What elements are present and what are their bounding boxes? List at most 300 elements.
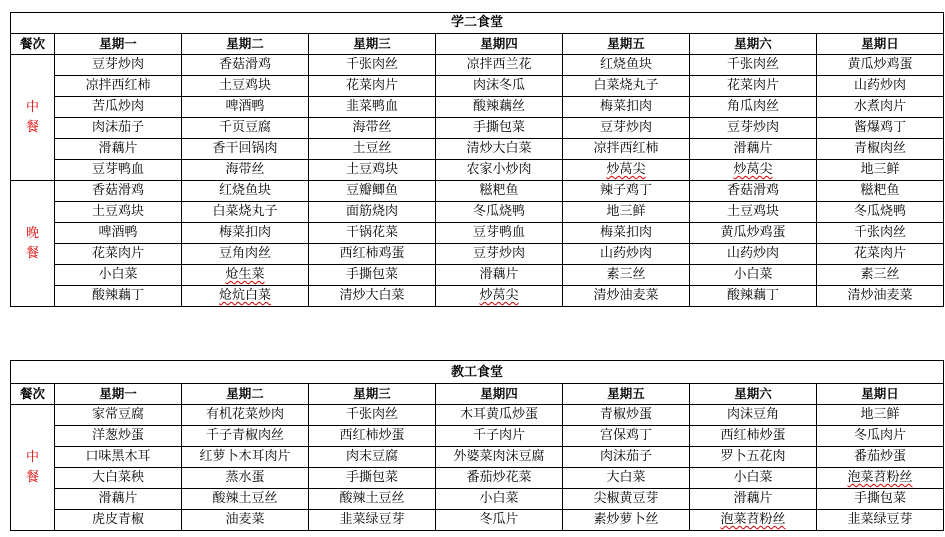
dish-cell xyxy=(55,118,182,139)
dish-cell xyxy=(55,489,182,510)
dish-name: 千张肉丝 xyxy=(726,57,779,72)
dish-name: 凉拌西红柿 xyxy=(85,78,151,93)
table-row xyxy=(11,118,944,139)
dish-name: 油麦菜 xyxy=(225,512,265,527)
dish-name: 土豆鸡块 xyxy=(345,162,398,177)
header-row xyxy=(11,384,944,405)
dish-name: 清炒大白菜 xyxy=(339,288,405,303)
dish-name: 滑藕片 xyxy=(98,141,138,156)
dish-cell xyxy=(436,244,563,265)
staff-canteen-menu-table xyxy=(10,360,944,531)
day-header: 星期二 xyxy=(182,384,309,405)
dish-cell xyxy=(436,118,563,139)
dish-name: 花菜肉片 xyxy=(726,78,779,93)
dish-cell xyxy=(309,202,436,223)
dish-cell xyxy=(436,223,563,244)
dish-name: 肉沫茄子 xyxy=(599,449,652,464)
meal-column-header: 餐次 xyxy=(11,34,55,55)
dish-name: 炒莴尖 xyxy=(479,288,519,303)
dish-cell xyxy=(436,489,563,510)
dish-cell xyxy=(563,223,690,244)
dish-cell xyxy=(182,510,309,531)
dish-name: 白菜烧丸子 xyxy=(593,78,659,93)
dish-cell xyxy=(817,160,944,181)
meal-label xyxy=(11,181,55,307)
dish-name: 滑藕片 xyxy=(98,491,138,506)
dish-cell xyxy=(182,139,309,160)
dish-cell xyxy=(563,510,690,531)
meal-label xyxy=(11,405,55,531)
meal-label-char: 餐 xyxy=(25,245,39,261)
dish-cell xyxy=(182,223,309,244)
dish-cell xyxy=(55,223,182,244)
dish-cell xyxy=(563,405,690,426)
dish-cell xyxy=(563,202,690,223)
dish-cell xyxy=(309,76,436,97)
dish-cell xyxy=(690,139,817,160)
dish-cell xyxy=(690,118,817,139)
dish-cell xyxy=(817,244,944,265)
dish-cell xyxy=(309,265,436,286)
dish-name: 家常豆腐 xyxy=(91,407,144,422)
dish-name: 手撕包菜 xyxy=(472,120,525,135)
dish-name: 土豆鸡块 xyxy=(91,204,144,219)
dish-cell xyxy=(563,468,690,489)
day-header: 星期一 xyxy=(55,34,182,55)
dish-cell xyxy=(690,202,817,223)
dish-name: 木耳黄瓜炒蛋 xyxy=(459,407,538,422)
dish-name: 尖椒黄豆芽 xyxy=(593,491,659,506)
dish-name: 清炒油麦菜 xyxy=(847,288,913,303)
dish-name: 啤酒鸭 xyxy=(98,225,138,240)
day-header: 星期四 xyxy=(436,384,563,405)
dish-name: 豆芽炒肉 xyxy=(726,120,779,135)
dish-cell xyxy=(436,76,563,97)
canteen-title-row xyxy=(11,361,944,384)
dish-cell xyxy=(436,181,563,202)
dish-cell xyxy=(55,181,182,202)
day-header: 星期三 xyxy=(309,34,436,55)
dish-name: 香菇滑鸡 xyxy=(726,183,779,198)
dish-name: 小白菜 xyxy=(479,491,519,506)
dish-name: 山药炒肉 xyxy=(726,246,779,261)
dish-cell xyxy=(182,118,309,139)
dish-name: 香菇滑鸡 xyxy=(218,57,271,72)
dish-name: 地三鲜 xyxy=(606,204,646,219)
dish-name: 农家小炒肉 xyxy=(466,162,532,177)
dish-name: 炒莴尖 xyxy=(606,162,646,177)
dish-cell xyxy=(309,223,436,244)
dish-cell xyxy=(55,139,182,160)
dish-name: 梅菜扣肉 xyxy=(599,225,652,240)
dish-name: 豆芽炒肉 xyxy=(91,57,144,72)
dish-name: 糍粑鱼 xyxy=(860,183,900,198)
dish-cell xyxy=(55,244,182,265)
dish-name: 啤酒鸭 xyxy=(225,99,265,114)
meal-label xyxy=(11,55,55,181)
dish-name: 糍粑鱼 xyxy=(479,183,519,198)
dish-cell xyxy=(309,510,436,531)
dish-cell xyxy=(690,244,817,265)
dish-name: 素三丝 xyxy=(860,267,900,282)
dish-cell xyxy=(563,447,690,468)
dish-name: 韭菜绿豆芽 xyxy=(339,512,405,527)
dish-cell xyxy=(690,489,817,510)
meal-label-char: 餐 xyxy=(25,469,39,485)
dish-name: 香菇滑鸡 xyxy=(91,183,144,198)
dish-name: 豆芽炒肉 xyxy=(472,246,525,261)
dish-name: 花菜肉片 xyxy=(345,78,398,93)
dish-cell xyxy=(182,181,309,202)
table-body xyxy=(11,13,944,307)
dish-name: 滑藕片 xyxy=(479,267,519,282)
day-header: 星期六 xyxy=(690,384,817,405)
table-row xyxy=(11,265,944,286)
dish-name: 千子青椒肉丝 xyxy=(205,428,284,443)
dish-name: 宫保鸡丁 xyxy=(599,428,652,443)
dish-cell xyxy=(182,160,309,181)
dish-cell xyxy=(817,118,944,139)
dish-cell xyxy=(563,489,690,510)
table-row xyxy=(11,447,944,468)
canteen-title-row xyxy=(11,13,944,34)
dish-name: 辣子鸡丁 xyxy=(599,183,652,198)
dish-name: 凉拌西兰花 xyxy=(466,57,532,72)
dish-cell xyxy=(55,286,182,307)
dish-name: 冬瓜片 xyxy=(479,512,519,527)
table-row xyxy=(11,244,944,265)
table-row xyxy=(11,139,944,160)
dish-cell xyxy=(182,202,309,223)
meal-label-char: 中 xyxy=(25,449,39,465)
dish-name: 小白菜 xyxy=(733,267,773,282)
dish-cell xyxy=(309,160,436,181)
table-row xyxy=(11,181,944,202)
dish-name: 小白菜 xyxy=(733,470,773,485)
dish-name: 洋葱炒蛋 xyxy=(91,428,144,443)
table-body xyxy=(11,361,944,531)
meal-label-char: 中 xyxy=(25,99,39,115)
dish-cell xyxy=(817,265,944,286)
dish-name: 手撕包菜 xyxy=(345,470,398,485)
dish-name: 花菜肉片 xyxy=(854,246,907,261)
dish-cell xyxy=(436,447,563,468)
dish-cell xyxy=(436,405,563,426)
dish-cell xyxy=(690,265,817,286)
dish-cell xyxy=(436,468,563,489)
dish-name: 番茄炒蛋 xyxy=(854,449,907,464)
canteen-title: 学二食堂 xyxy=(11,13,944,34)
dish-cell xyxy=(309,426,436,447)
dish-cell xyxy=(55,405,182,426)
dish-name: 番茄炒花菜 xyxy=(466,470,532,485)
dish-cell xyxy=(55,426,182,447)
dish-name: 小白菜 xyxy=(98,267,138,282)
dish-cell xyxy=(309,181,436,202)
table-row xyxy=(11,405,944,426)
day-header: 星期二 xyxy=(182,34,309,55)
dish-name: 冬瓜烧鸭 xyxy=(472,204,525,219)
dish-name: 香干回锅肉 xyxy=(212,141,278,156)
table-row xyxy=(11,76,944,97)
dish-cell xyxy=(55,160,182,181)
dish-name: 冬瓜烧鸭 xyxy=(854,204,907,219)
dish-name: 土豆鸡块 xyxy=(218,78,271,93)
dish-cell xyxy=(817,286,944,307)
dish-cell xyxy=(436,286,563,307)
dish-name: 角瓜肉丝 xyxy=(726,99,779,114)
dish-name: 滑藕片 xyxy=(733,491,773,506)
dish-name: 有机花菜炒肉 xyxy=(205,407,284,422)
dish-name: 青椒肉丝 xyxy=(854,141,907,156)
dish-name: 黄瓜炒鸡蛋 xyxy=(720,225,786,240)
dish-cell xyxy=(182,97,309,118)
dish-cell xyxy=(563,426,690,447)
dish-cell xyxy=(55,76,182,97)
dish-cell xyxy=(690,160,817,181)
day-header: 星期五 xyxy=(563,34,690,55)
dish-cell xyxy=(182,244,309,265)
dish-name: 花菜肉片 xyxy=(91,246,144,261)
dish-cell xyxy=(436,139,563,160)
dish-name: 冬瓜肉片 xyxy=(854,428,907,443)
dish-cell xyxy=(182,426,309,447)
dish-name: 泡菜苕粉丝 xyxy=(720,512,786,527)
dish-name: 泡菜苕粉丝 xyxy=(847,470,913,485)
dish-cell xyxy=(309,118,436,139)
dish-cell xyxy=(182,76,309,97)
table-row xyxy=(11,55,944,76)
dish-name: 大白菜秧 xyxy=(91,470,144,485)
day-header: 星期一 xyxy=(55,384,182,405)
dish-name: 酸辣土豆丝 xyxy=(212,491,278,506)
dish-name: 肉沫豆角 xyxy=(726,407,779,422)
dish-cell xyxy=(690,426,817,447)
dish-name: 清炒油麦菜 xyxy=(593,288,659,303)
dish-name: 地三鲜 xyxy=(860,407,900,422)
dish-cell xyxy=(817,510,944,531)
dish-name: 红烧鱼块 xyxy=(599,57,652,72)
meal-label-char: 餐 xyxy=(25,119,39,135)
dish-name: 外婆菜肉沫豆腐 xyxy=(453,449,545,464)
dish-cell xyxy=(690,510,817,531)
dish-cell xyxy=(309,405,436,426)
dish-name: 西红柿炒蛋 xyxy=(339,428,405,443)
table-row xyxy=(11,160,944,181)
dish-name: 大白菜 xyxy=(606,470,646,485)
dish-cell xyxy=(55,510,182,531)
dish-name: 蒸水蛋 xyxy=(225,470,265,485)
dish-name: 素炒萝卜丝 xyxy=(593,512,659,527)
dish-cell xyxy=(182,489,309,510)
dish-name: 海带丝 xyxy=(225,162,265,177)
dish-name: 豆芽鸭血 xyxy=(472,225,525,240)
table-row xyxy=(11,510,944,531)
dish-cell xyxy=(563,76,690,97)
dish-cell xyxy=(182,55,309,76)
table-row xyxy=(11,468,944,489)
dish-cell xyxy=(563,286,690,307)
dish-cell xyxy=(563,265,690,286)
dish-name: 肉沫冬瓜 xyxy=(472,78,525,93)
table-row xyxy=(11,97,944,118)
dish-cell xyxy=(563,160,690,181)
dish-name: 海带丝 xyxy=(352,120,392,135)
dish-cell xyxy=(817,181,944,202)
dish-cell xyxy=(817,426,944,447)
dish-name: 地三鲜 xyxy=(860,162,900,177)
dish-cell xyxy=(690,223,817,244)
dish-cell xyxy=(690,447,817,468)
dish-name: 红萝卜木耳肉片 xyxy=(199,449,291,464)
dish-name: 口味黑木耳 xyxy=(85,449,151,464)
dish-cell xyxy=(182,265,309,286)
dish-cell xyxy=(309,447,436,468)
dish-name: 韭菜鸭血 xyxy=(345,99,398,114)
dish-name: 土豆鸡块 xyxy=(726,204,779,219)
dish-name: 手撕包菜 xyxy=(854,491,907,506)
dish-name: 滑藕片 xyxy=(733,141,773,156)
dish-cell xyxy=(309,468,436,489)
table-row xyxy=(11,286,944,307)
dish-cell xyxy=(436,265,563,286)
dish-cell xyxy=(817,139,944,160)
dish-cell xyxy=(690,55,817,76)
dish-name: 水煮肉片 xyxy=(854,99,907,114)
dish-name: 素三丝 xyxy=(606,267,646,282)
dish-cell xyxy=(690,181,817,202)
dish-cell xyxy=(182,286,309,307)
dish-cell xyxy=(563,55,690,76)
dish-name: 千页豆腐 xyxy=(218,120,271,135)
dish-name: 西红柿鸡蛋 xyxy=(339,246,405,261)
dish-cell xyxy=(563,97,690,118)
dish-cell xyxy=(182,447,309,468)
table-row xyxy=(11,489,944,510)
dish-cell xyxy=(817,76,944,97)
dish-name: 白菜烧丸子 xyxy=(212,204,278,219)
dish-name: 山药炒肉 xyxy=(854,78,907,93)
day-header: 星期三 xyxy=(309,384,436,405)
dish-name: 清炒大白菜 xyxy=(466,141,532,156)
dish-cell xyxy=(690,405,817,426)
dish-cell xyxy=(55,468,182,489)
dish-cell xyxy=(436,55,563,76)
dish-cell xyxy=(436,510,563,531)
dish-cell xyxy=(817,223,944,244)
dish-name: 凉拌西红柿 xyxy=(593,141,659,156)
dish-cell xyxy=(309,286,436,307)
dish-name: 梅菜扣肉 xyxy=(599,99,652,114)
dish-cell xyxy=(817,447,944,468)
dish-name: 炝炕白菜 xyxy=(218,288,271,303)
day-header: 星期五 xyxy=(563,384,690,405)
dish-cell xyxy=(563,181,690,202)
dish-name: 酸辣土豆丝 xyxy=(339,491,405,506)
dish-name: 千张肉丝 xyxy=(854,225,907,240)
dish-name: 手撕包菜 xyxy=(345,267,398,282)
dish-cell xyxy=(563,139,690,160)
dish-cell xyxy=(817,405,944,426)
dish-name: 豆芽鸭血 xyxy=(91,162,144,177)
dish-cell xyxy=(55,447,182,468)
dish-cell xyxy=(55,55,182,76)
dish-cell xyxy=(309,97,436,118)
dish-name: 青椒炒蛋 xyxy=(599,407,652,422)
dish-name: 千张肉丝 xyxy=(345,407,398,422)
day-header: 星期日 xyxy=(817,34,944,55)
dish-name: 苦瓜炒肉 xyxy=(91,99,144,114)
table-row xyxy=(11,223,944,244)
dish-name: 豆角肉丝 xyxy=(218,246,271,261)
dish-name: 干锅花菜 xyxy=(345,225,398,240)
dish-cell xyxy=(690,468,817,489)
dish-name: 红烧鱼块 xyxy=(218,183,271,198)
dish-cell xyxy=(436,97,563,118)
dish-cell xyxy=(817,489,944,510)
dish-cell xyxy=(817,202,944,223)
dish-cell xyxy=(182,405,309,426)
dish-cell xyxy=(182,468,309,489)
xueer-canteen-menu-table xyxy=(10,12,944,307)
dish-cell xyxy=(309,139,436,160)
meal-label-char: 晚 xyxy=(25,225,39,241)
dish-name: 炝生菜 xyxy=(225,267,265,282)
dish-cell xyxy=(55,265,182,286)
dish-cell xyxy=(817,468,944,489)
dish-cell xyxy=(55,97,182,118)
dish-name: 山药炒肉 xyxy=(599,246,652,261)
dish-name: 肉末豆腐 xyxy=(345,449,398,464)
meal-column-header: 餐次 xyxy=(11,384,55,405)
dish-name: 酸辣藕丁 xyxy=(91,288,144,303)
dish-name: 酱爆鸡丁 xyxy=(854,120,907,135)
dish-cell xyxy=(690,97,817,118)
dish-cell xyxy=(690,76,817,97)
dish-cell xyxy=(436,160,563,181)
table-row xyxy=(11,202,944,223)
dish-cell xyxy=(55,202,182,223)
dish-name: 炒莴尖 xyxy=(733,162,773,177)
dish-cell xyxy=(309,489,436,510)
dish-name: 土豆丝 xyxy=(352,141,392,156)
dish-name: 韭菜绿豆芽 xyxy=(847,512,913,527)
dish-cell xyxy=(436,426,563,447)
dish-name: 黄瓜炒鸡蛋 xyxy=(847,57,913,72)
dish-name: 梅菜扣肉 xyxy=(218,225,271,240)
day-header: 星期六 xyxy=(690,34,817,55)
day-header: 星期四 xyxy=(436,34,563,55)
dish-cell xyxy=(309,55,436,76)
dish-cell xyxy=(309,244,436,265)
header-row xyxy=(11,34,944,55)
dish-name: 酸辣藕丝 xyxy=(472,99,525,114)
dish-name: 豆瓣鲫鱼 xyxy=(345,183,398,198)
dish-cell xyxy=(817,97,944,118)
dish-name: 虎皮青椒 xyxy=(91,512,144,527)
table-row xyxy=(11,426,944,447)
dish-cell xyxy=(563,118,690,139)
dish-name: 西红柿炒蛋 xyxy=(720,428,786,443)
canteen-title: 教工食堂 xyxy=(11,361,944,384)
day-header: 星期日 xyxy=(817,384,944,405)
dish-name: 肉沫茄子 xyxy=(91,120,144,135)
dish-name: 面筋烧肉 xyxy=(345,204,398,219)
dish-name: 酸辣藕丁 xyxy=(726,288,779,303)
dish-cell xyxy=(563,244,690,265)
dish-name: 千张肉丝 xyxy=(345,57,398,72)
dish-cell xyxy=(436,202,563,223)
